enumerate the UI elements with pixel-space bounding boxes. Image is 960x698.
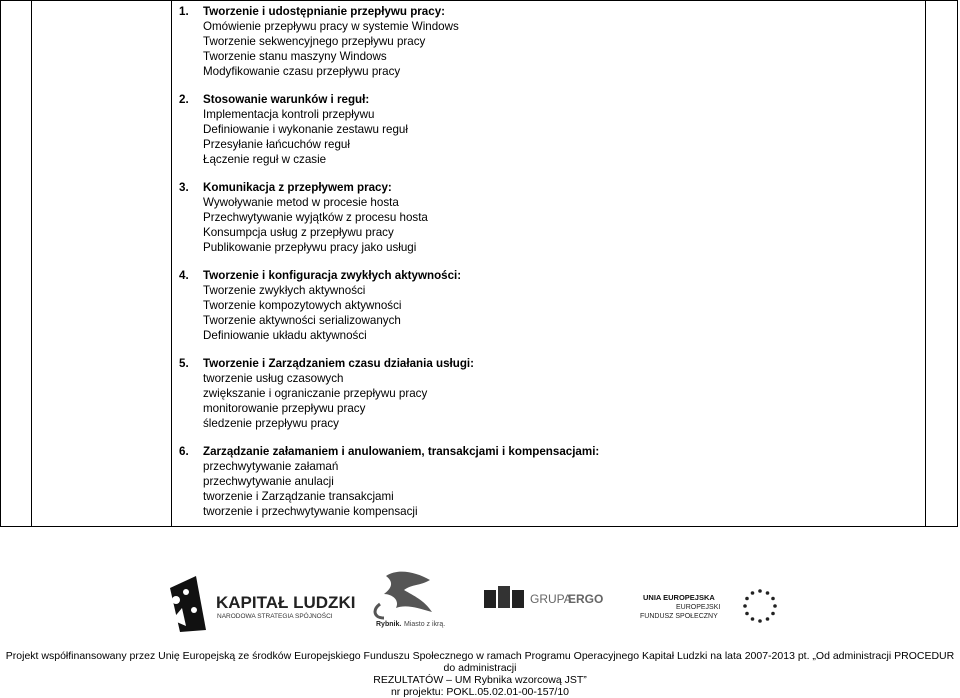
topic-item: Przechwytywanie wyjątków z procesu hosta <box>203 211 428 224</box>
table-divider-left <box>31 0 32 527</box>
kapital-subtitle: NARODOWA STRATEGIA SPÓJNOŚCI <box>217 613 333 620</box>
eu-star <box>745 597 749 601</box>
table-divider-middle <box>171 0 172 527</box>
logo-bar <box>0 560 960 640</box>
section-heading <box>179 356 919 371</box>
eu-stars-icon <box>743 589 777 623</box>
section-title: Tworzenie i Zarządzaniem czasu działania usługi: <box>203 357 475 370</box>
topic-item: monitorowanie przepływu pracy <box>203 402 366 415</box>
section-heading <box>179 4 919 19</box>
eu-star <box>745 612 749 616</box>
eu-star <box>766 591 770 595</box>
syllabus-content <box>179 4 919 532</box>
section-number: 2. <box>179 93 189 106</box>
topic-item: Konsumpcja usług z przepływu pracy <box>203 226 394 239</box>
topic-item: Przesyłanie łańcuchów reguł <box>203 138 350 151</box>
ue-line3: FUNDUSZ SPOŁECZNY <box>640 613 718 620</box>
topic-item: przechwytywanie załamań <box>203 460 339 473</box>
footer-line-2: REZULTATÓW – UM Rybnika wzorcową JST” <box>373 674 587 686</box>
topic-item: Tworzenie aktywności serializowanych <box>203 314 401 327</box>
topic-item: zwiększanie i ograniczanie przepływu pracy <box>203 387 428 400</box>
section-6 <box>179 444 919 519</box>
kapital-title: KAPITAŁ LUDZKI <box>216 593 356 612</box>
section-title: Tworzenie i udostępnianie przepływu pracy: <box>203 5 446 18</box>
topic-item: Tworzenie sekwencyjnego przepływu pracy <box>203 35 426 48</box>
section-title: Komunikacja z przepływem pracy: <box>203 181 392 194</box>
ue-line1: UNIA EUROPEJSKA <box>643 593 715 602</box>
section-heading <box>179 444 919 459</box>
topic-item: tworzenie i przechwytywanie kompensacji <box>203 505 418 518</box>
eu-star <box>758 589 762 593</box>
logo-strip <box>0 560 960 640</box>
section-number: 4. <box>179 269 189 282</box>
section-number: 1. <box>179 5 189 18</box>
topic-item: tworzenie usług czasowych <box>203 372 344 385</box>
section-number: 3. <box>179 181 189 194</box>
topic-item: Publikowanie przepływu pracy jako usługi <box>203 241 417 254</box>
section-1 <box>179 4 919 79</box>
section-5 <box>179 356 919 431</box>
topic-item: przechwytywanie anulacji <box>203 475 334 488</box>
kapital-ludzki-logo <box>170 576 355 632</box>
section-heading <box>179 92 919 107</box>
eu-star <box>773 604 777 608</box>
table-divider-right <box>925 0 926 527</box>
footer-line-3: nr projektu: POKL.05.02.01-00-157/10 <box>390 686 570 698</box>
eu-star <box>766 617 770 621</box>
eu-star <box>751 617 755 621</box>
eu-star <box>771 612 775 616</box>
topic-item: Definiowanie i wykonanie zestawu reguł <box>203 123 408 136</box>
section-heading <box>179 180 919 195</box>
topic-item: Omówienie przepływu pracy w systemie Windows <box>203 20 459 33</box>
ergo-grupa: GRUPA <box>530 592 572 606</box>
topic-item: Tworzenie kompozytowych aktywności <box>203 299 402 312</box>
topic-item: Tworzenie zwykłych aktywności <box>203 284 366 297</box>
section-title: Tworzenie i konfiguracja zwykłych aktywności: <box>203 269 462 282</box>
topic-item: Modyfikowanie czasu przepływu pracy <box>203 65 401 78</box>
section-number: 5. <box>179 357 189 370</box>
section-title: Zarządzanie załamaniem i anulowaniem, transakcjami i kompensacjami: <box>203 445 600 458</box>
section-4 <box>179 268 919 343</box>
topic-item: Implementacja kontroli przepływu <box>203 108 375 121</box>
footer <box>0 650 960 698</box>
ue-line2: EUROPEJSKI <box>676 604 721 611</box>
rybnik-logo <box>375 572 445 628</box>
eu-efs-logo <box>640 589 777 623</box>
topic-item: Wywoływanie metod w procesie hosta <box>203 196 399 209</box>
topic-item: tworzenie i Zarządzanie transakcjami <box>203 490 394 503</box>
section-2 <box>179 92 919 167</box>
section-heading <box>179 268 919 283</box>
eu-star <box>751 591 755 595</box>
grupa-ergo-logo <box>484 586 603 608</box>
topic-item: Tworzenie stanu maszyny Windows <box>203 50 387 63</box>
rybnik-slogan: Miasto z ikrą. <box>404 621 446 628</box>
ergo-name: ERGO <box>568 592 604 606</box>
section-3 <box>179 180 919 255</box>
section-title: Stosowanie warunków i reguł: <box>203 93 370 106</box>
eu-star <box>771 597 775 601</box>
topic-item: Definiowanie układu aktywności <box>203 329 367 342</box>
topic-item: śledzenie przepływu pracy <box>203 417 339 430</box>
eu-star <box>743 604 747 608</box>
footer-line-1: Projekt współfinansowany przez Unię Europejską ze środków Europejskiego Funduszu Społecznego w ramach Programu Operacyjnego Kapitał Ludzki na lata 2007-2013 pt. „Od administracji PROCEDUR do administracji <box>5 650 955 674</box>
topic-item: Łączenie reguł w czasie <box>203 153 327 166</box>
section-number: 6. <box>179 445 189 458</box>
eu-star <box>758 619 762 623</box>
rybnik-name: Rybnik. <box>376 621 402 628</box>
